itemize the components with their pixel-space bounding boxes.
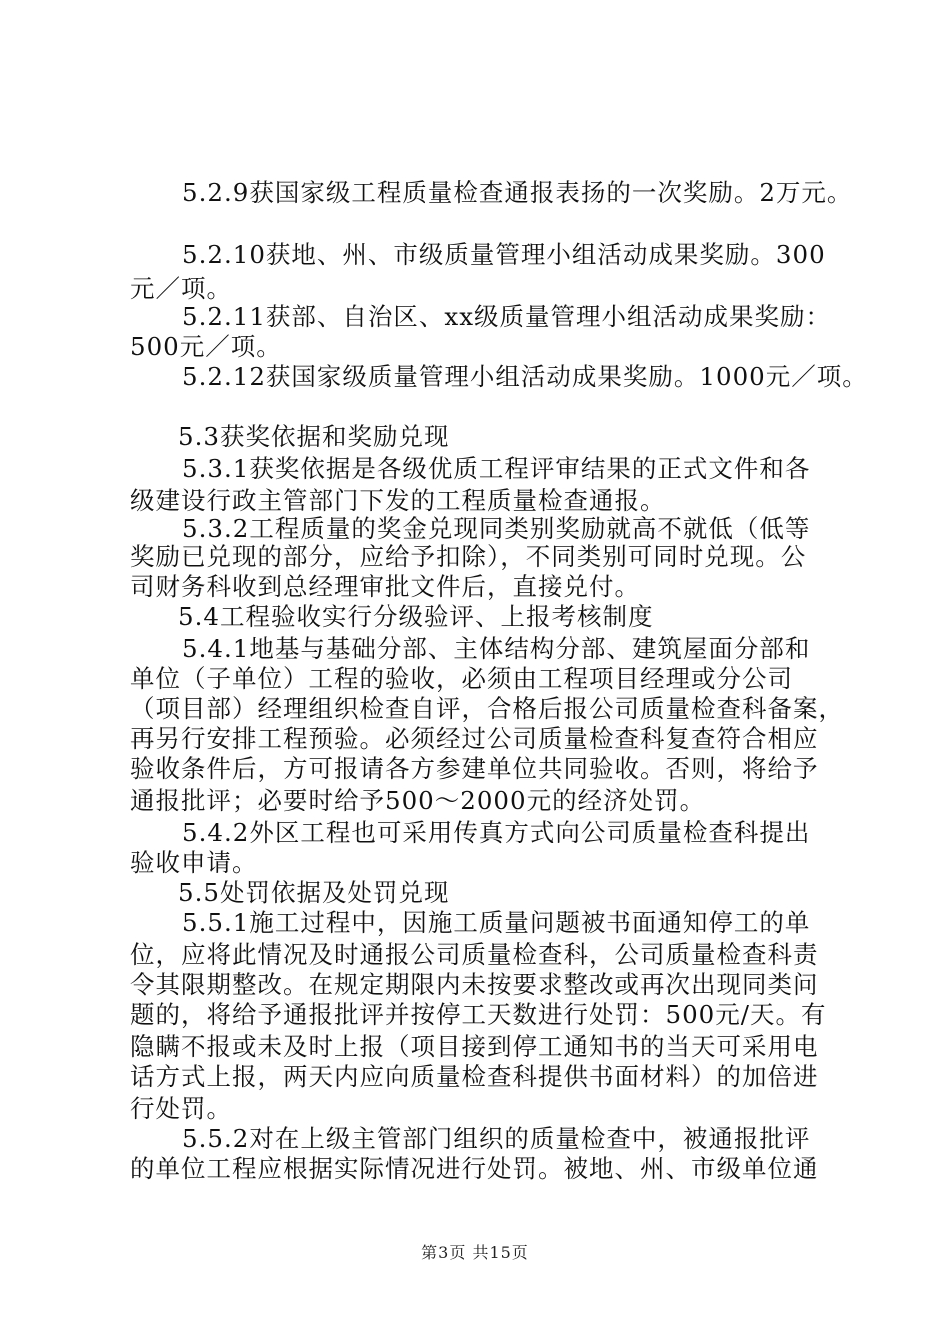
paragraph-line: 500元／项。 [130, 332, 282, 361]
paragraph-line: 题的，将给予通报批评并按停工天数进行处罚：500元/天。有 [130, 1000, 827, 1029]
paragraph-line: 5.2.12获国家级质量管理小组活动成果奖励。1000元／项。 [182, 362, 868, 391]
paragraph-line: 5.2.11获部、自治区、xx级质量管理小组活动成果奖励： [182, 302, 832, 331]
paragraph-line: 5.4.2外区工程也可采用传真方式向公司质量检查科提出 [182, 818, 811, 847]
paragraph-line: 5.3.1获奖依据是各级优质工程评审结果的正式文件和各 [182, 454, 811, 483]
paragraph-line: 奖励已兑现的部分，应给予扣除），不同类别可同时兑现。公 [130, 542, 807, 571]
paragraph-line: 隐瞒不报或未及时上报（项目接到停工通知书的当天可采用电 [130, 1032, 819, 1061]
section-heading: 5.5处罚依据及处罚兑现 [178, 878, 450, 907]
paragraph-line: 5.5.1施工过程中，因施工质量问题被书面通知停工的单 [182, 908, 811, 937]
section-heading: 5.3获奖依据和奖励兑现 [178, 422, 450, 451]
paragraph-line: 5.5.2对在上级主管部门组织的质量检查中，被通报批评 [182, 1124, 811, 1153]
section-heading: 5.4工程验收实行分级验评、上报考核制度 [178, 602, 654, 631]
paragraph-line: 通报批评；必要时给予500～2000元的经济处罚。 [130, 786, 706, 815]
paragraph-line: 元／项。 [130, 274, 232, 303]
paragraph-line: 令其限期整改。在规定期限内未按要求整改或再次出现同类问 [130, 970, 819, 999]
paragraph-line: 5.2.10获地、州、市级质量管理小组活动成果奖励。300 [182, 240, 826, 269]
paragraph-line: 的单位工程应根据实际情况进行处罚。被地、州、市级单位通 [130, 1154, 819, 1183]
paragraph-line: 单位（子单位）工程的验收，必须由工程项目经理或分公司 [130, 664, 793, 693]
paragraph-line: 话方式上报，两天内应向质量检查科提供书面材料）的加倍进 [130, 1062, 819, 1091]
paragraph-line: 5.4.1地基与基础分部、主体结构分部、建筑屋面分部和 [182, 634, 811, 663]
paragraph-line: 司财务科收到总经理审批文件后，直接兑付。 [130, 572, 640, 601]
paragraph-line: 验收申请。 [130, 848, 258, 877]
paragraph-line: 行处罚。 [130, 1094, 232, 1123]
paragraph-line: 再另行安排工程预验。必须经过公司质量检查科复查符合相应 [130, 724, 819, 753]
paragraph-line: 5.2.9获国家级工程质量检查通报表扬的一次奖励。2万元。 [182, 178, 853, 207]
paragraph-line: 位，应将此情况及时通报公司质量检查科，公司质量检查科责 [130, 940, 819, 969]
paragraph-line: 5.3.2工程质量的奖金兑现同类别奖励就高不就低（低等 [182, 514, 811, 543]
page-number-footer: 第3页 共15页 [421, 1243, 529, 1262]
paragraph-line: 级建设行政主管部门下发的工程质量检查通报。 [130, 486, 666, 515]
paragraph-line: 验收条件后，方可报请各方参建单位共同验收。否则，将给予 [130, 754, 819, 783]
paragraph-line: （项目部）经理组织检查自评，合格后报公司质量检查科备案， [130, 694, 844, 723]
